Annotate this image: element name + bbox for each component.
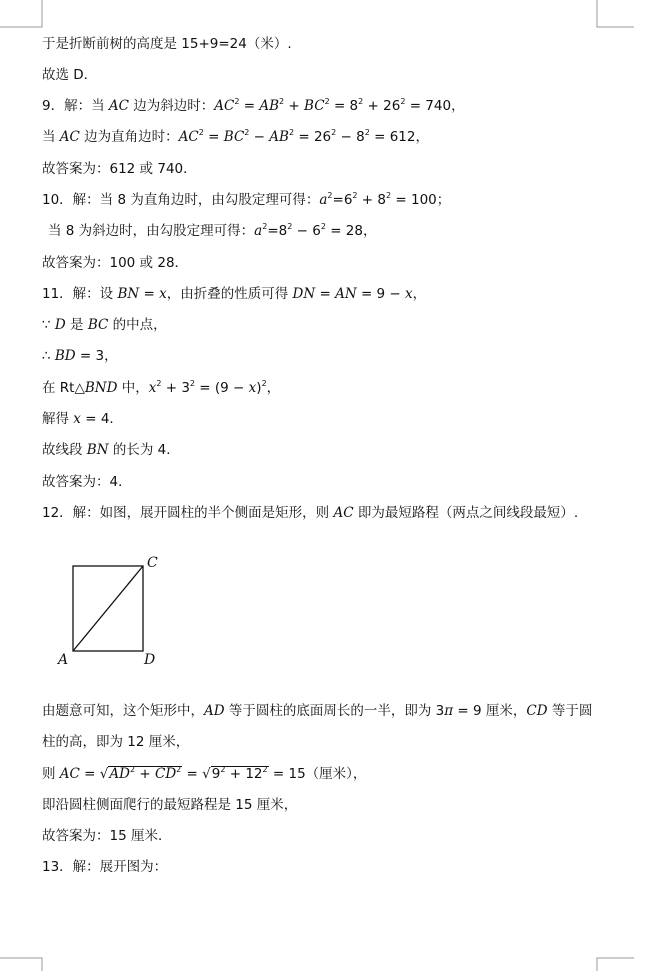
text-line-19: 则 AC = $√AD^2 + CD^2 = √9^2 + 12^2 = 15$（厘米）， xyxy=(42,765,367,782)
text-line-17: 由题意可知，这个矩形中，AD 等于圆柱的底面周长的一半，即为 3π = 9 厘米，CD 等于圆 xyxy=(42,703,593,719)
text-line-11: ∴ BD = 3， xyxy=(42,348,118,364)
text-line-1: 于是折断前树的高度是 15+9=24（米）. xyxy=(42,36,292,52)
text-line-10: ∵ D 是 BC 的中点， xyxy=(42,317,167,333)
text-line-16: 12．解：如图，展开圆柱的半个侧面是矩形，则 AC 即为最短路程（两点之间线段最短）. xyxy=(42,505,579,521)
label-d: D xyxy=(144,652,156,668)
text-line-20: 即沿圆柱侧面爬行的最短路程是 15 厘米， xyxy=(42,797,298,813)
text-line-5: 故答案为：612 或 740． xyxy=(42,161,197,177)
crop-mark-bottom-left xyxy=(0,955,45,971)
crop-mark-top-left xyxy=(0,0,45,30)
text-line-7: 当 8 为斜边时，由勾股定理可得：$a^2=8^2 - 6^2 = 28$， xyxy=(48,222,377,239)
text-line-9: 11．解：设 BN = x，由折叠的性质可得 DN = AN = 9 − x， xyxy=(42,286,427,302)
text-line-2: 故选 D． xyxy=(42,67,98,83)
text-line-18: 柱的高，即为 12 厘米， xyxy=(42,734,190,750)
text-line-8: 故答案为：100 或 28． xyxy=(42,255,189,271)
text-line-14: 故线段 BN 的长为 4． xyxy=(42,442,180,458)
text-line-12: 在 Rt△BND 中，$x^2 + 3^2 = (9 - x)^2$， xyxy=(42,379,281,396)
text-line-3: 9．解：当 AC 边为斜边时：$AC^2 = AB^2 + BC^2 = 8^2 + 26^2 = 740$， xyxy=(42,97,465,114)
rectangle-diagonal-figure xyxy=(50,550,170,675)
text-line-13: 解得 x = 4． xyxy=(42,411,123,427)
diagonal-ac xyxy=(73,566,143,651)
text-line-4: 当 AC 边为直角边时：$AC^2 = BC^2 - AB^2 = 26^2 - 8^2 = 612$， xyxy=(42,128,429,145)
crop-mark-bottom-right xyxy=(594,955,634,971)
crop-mark-top-right xyxy=(594,0,634,30)
text-line-6: 10．解：当 8 为直角边时，由勾股定理可得：$a^2=6^2 + 8^2 = 100$； xyxy=(42,191,451,208)
text-line-15: 故答案为：4． xyxy=(42,474,132,490)
label-c: C xyxy=(147,555,158,571)
text-line-22: 13．解：展开图为： xyxy=(42,859,168,875)
label-a: A xyxy=(58,652,69,668)
text-line-21: 故答案为：15 厘米． xyxy=(42,828,172,844)
